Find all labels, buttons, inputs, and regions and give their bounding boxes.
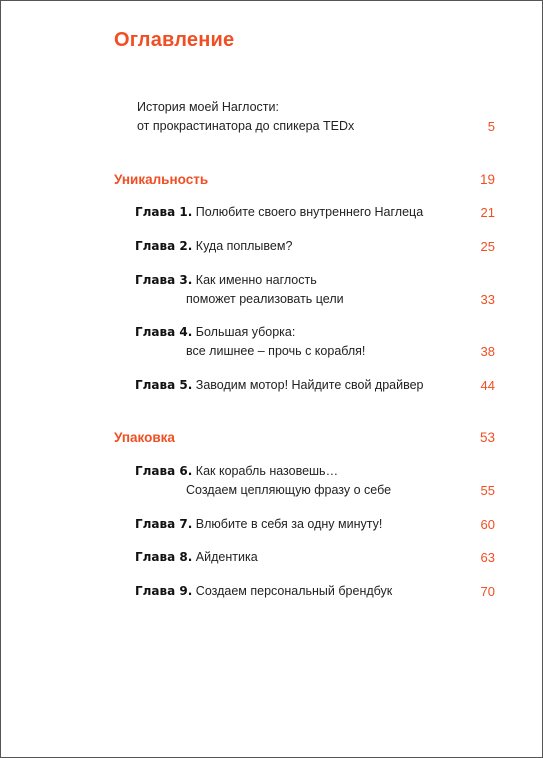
- chapter-page-number: 25: [480, 239, 495, 254]
- chapter-title: Заводим мотор! Найдите свой драйвер: [195, 378, 424, 392]
- toc-entry-chapter-7: [135, 517, 382, 531]
- chapter-title: Куда поплывем?: [195, 239, 293, 253]
- chapter-title: Большая уборка:: [195, 325, 296, 339]
- toc-entry-chapter-4: [135, 325, 295, 339]
- chapter-label: Глава 8.: [135, 550, 193, 564]
- toc-entry-chapter-8: [135, 550, 258, 564]
- chapter-title: Айдентика: [195, 550, 258, 564]
- page-title: Оглавление: [114, 29, 235, 51]
- chapter-page-number: 63: [480, 550, 495, 565]
- chapter-label: Глава 9.: [135, 584, 193, 598]
- toc-entry-chapter-9: [135, 584, 392, 598]
- chapter-label: Глава 5.: [135, 378, 193, 392]
- chapter-page-number: 70: [480, 584, 495, 599]
- chapter-label: Глава 2.: [135, 239, 193, 253]
- chapter-page-number: 60: [480, 517, 495, 532]
- chapter-title-line-2: все лишнее – прочь с корабля!: [186, 344, 366, 358]
- chapter-label: Глава 1.: [135, 205, 193, 219]
- chapter-label: Глава 7.: [135, 517, 193, 531]
- chapter-page-number: 38: [480, 344, 495, 359]
- chapter-page-number: 33: [480, 292, 495, 307]
- chapter-page-number: 21: [480, 205, 495, 220]
- chapter-label: Глава 6.: [135, 464, 193, 478]
- chapter-page-number: 44: [480, 378, 495, 393]
- toc-entry-chapter-6: [135, 464, 338, 478]
- toc-entry-chapter-5: [135, 378, 424, 392]
- section-page-number: 53: [479, 430, 495, 445]
- section-title-packaging: Упаковка: [114, 430, 175, 445]
- chapter-title: Полюбите своего внутреннего Наглеца: [195, 205, 424, 219]
- toc-entry-chapter-1: [135, 205, 423, 219]
- toc-entry-chapter-2: [135, 239, 292, 253]
- chapter-label: Глава 4.: [135, 325, 193, 339]
- chapter-title-line-2: поможет реализовать цели: [186, 292, 344, 306]
- chapter-title: Создаем персональный брендбук: [195, 584, 393, 598]
- section-title-uniqueness: Уникальность: [114, 172, 209, 187]
- section-page-number: 19: [479, 172, 495, 187]
- intro-line-1: История моей Наглости:: [137, 100, 279, 114]
- chapter-title: Влюбите в себя за одну минуту!: [195, 517, 383, 531]
- intro-line-2: от прокрастинатора до спикера TEDx: [137, 119, 355, 133]
- intro-page-number: 5: [487, 119, 495, 134]
- chapter-title: Как именно наглость: [195, 273, 317, 287]
- toc-entry-chapter-3: [135, 273, 317, 287]
- chapter-page-number: 55: [480, 483, 495, 498]
- chapter-title: Как корабль назовешь…: [195, 464, 339, 478]
- chapter-title-line-2: Создаем цепляющую фразу о себе: [186, 483, 392, 497]
- chapter-label: Глава 3.: [135, 273, 193, 287]
